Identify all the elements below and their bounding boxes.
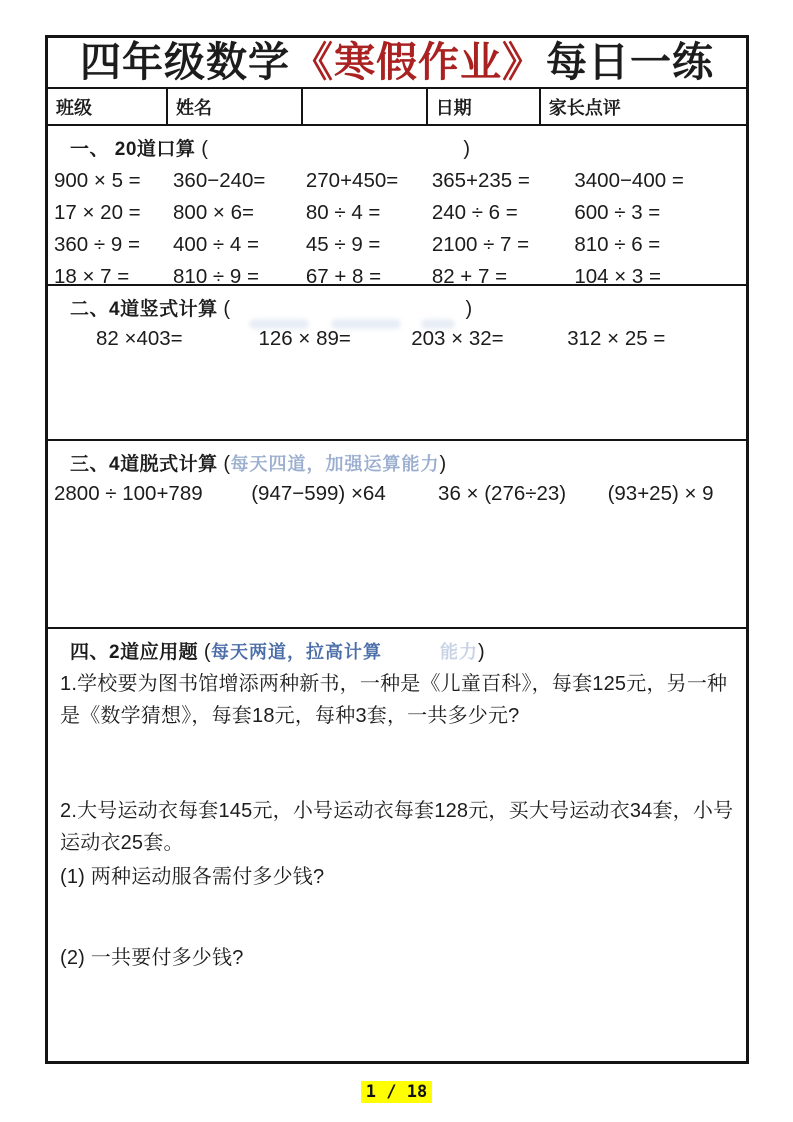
word-problem-2-q2: (2) 一共要付多少钱? [60,946,244,969]
section-oral-calc [48,126,746,286]
class-field: 班级 [48,89,168,124]
oral-problem: 18 × 7 = [54,265,130,288]
step-problem: 2800 ÷ 100+789 [54,482,203,505]
paren-close: ) [439,453,447,475]
oral-problem: 2100 ÷ 7 = [431,233,530,256]
step-problem: (947−599) ×64 [251,482,386,505]
paren-close: ) [478,641,486,663]
paren-close: ) [465,298,473,320]
word-problem-2: 2.大号运动衣每套145元，小号运动衣每套128元，买大号运动衣34套，小号运动衣25套。 [60,800,734,854]
date-field: 日期 [428,89,541,124]
oral-problem: 365+235 = [431,169,530,192]
page-title [48,38,746,89]
vertical-problem: 82 ×403= [96,327,183,350]
paren-close: ) [463,138,471,160]
oral-problem: 810 ÷ 9 = [173,265,259,288]
oral-problem: 360−240= [173,169,266,192]
blank-field [303,89,427,124]
worksheet-frame [45,35,749,1064]
section-note: 每天四道，加强运算能力 [230,454,440,474]
section-vertical-calc-heading: 二、4道竖式计算 ( ) [48,286,746,323]
oral-problem: 360 ÷ 9 = [54,233,140,256]
vertical-problem: 203 × 32= [411,327,504,350]
oral-problem: 3400−400 = [574,169,684,192]
title-prefix: 四年级数学 [80,39,290,85]
student-info-row [48,89,746,126]
oral-problem: 17 × 20 = [54,201,141,224]
vertical-calc-row [48,327,746,351]
oral-problem: 810 ÷ 6 = [574,233,661,256]
step-problem: (93+25) × 9 [607,482,714,505]
title-suffix: 每日一练 [546,39,714,85]
section-step-calc-heading: 三、4道脱式计算 (每天四道，加强运算能力) [70,453,447,475]
step-calc-row [48,482,746,506]
oral-problem: 400 ÷ 4 = [173,233,259,256]
paren-open: ( [201,138,209,160]
vertical-problem: 126 × 89= [258,327,351,350]
section-step-calc [48,441,746,629]
parent-comment-field: 家长点评 [548,97,621,118]
paren-open: ( [223,453,231,475]
name-field: 姓名 [168,89,303,124]
page-footer [0,1081,793,1103]
section-word-problems-heading: 四、2道应用题 (每天两道，拉高计算 能力) [70,641,486,663]
vertical-problem: 312 × 25 = [567,327,666,350]
oral-problem: 45 ÷ 9 = [305,233,381,256]
oral-problem: 67 + 8 = [305,265,382,288]
section-vertical-calc [48,286,746,441]
section-note: 每天两道，拉高计算 能力 [211,642,479,662]
step-problem: 36 × (276÷23) [438,482,567,505]
word-problem-2-q1: (1) 两种运动服各需付多少钱? [60,866,325,888]
oral-problem: 800 × 6= [173,201,254,224]
oral-problem: 270+450= [305,169,399,192]
section-oral-calc-heading: 一、 20道口算 ( ) [70,138,471,160]
oral-problem: 80 ÷ 4 = [305,201,381,224]
oral-problem: 82 + 7 = [431,265,508,288]
oral-problem: 104 × 3 = [574,265,661,288]
title-highlight: 《寒假作业》 [292,39,544,85]
paren-open: ( [223,298,231,320]
word-problem-1: 1.学校要为图书馆增添两种新书，一种是《儿童百科》，每套125元，另一种是《数学猜想》，每套18元，每种3套，一共多少元? [60,673,728,727]
oral-calc-grid [48,165,746,293]
section-word-problems [48,629,746,1061]
paren-open: ( [203,641,212,663]
oral-problem: 240 ÷ 6 = [431,201,518,224]
page-indicator: 1 / 18 [361,1081,432,1103]
faded-note-text: 能力 [440,642,479,662]
oral-problem: 600 ÷ 3 = [574,201,661,224]
oral-problem: 900 × 5 = [54,169,141,192]
